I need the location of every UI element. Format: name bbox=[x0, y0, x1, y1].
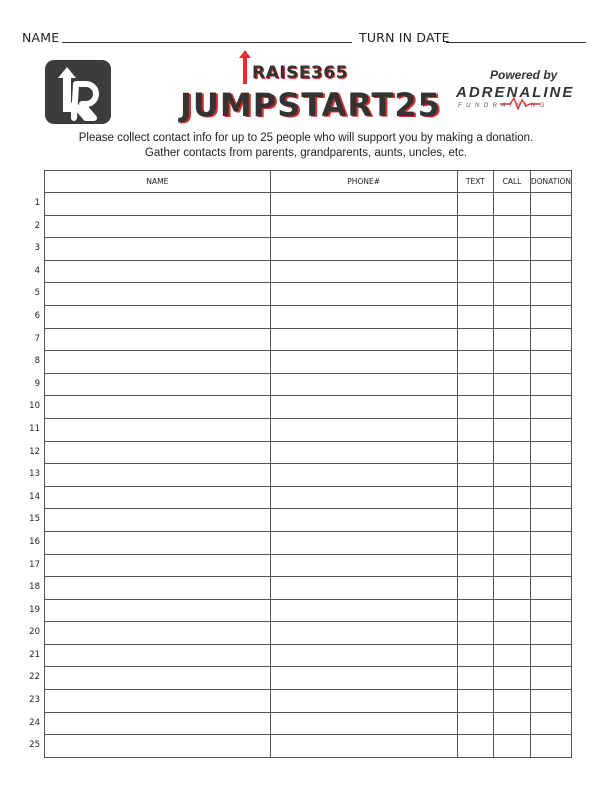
table-row bbox=[45, 644, 572, 667]
phone-cell[interactable] bbox=[270, 690, 457, 713]
call-checkbox-cell[interactable] bbox=[494, 509, 531, 532]
name-cell[interactable] bbox=[45, 622, 271, 645]
call-checkbox-cell[interactable] bbox=[494, 193, 531, 216]
text-checkbox-cell[interactable] bbox=[457, 441, 494, 464]
text-checkbox-cell[interactable] bbox=[457, 215, 494, 238]
name-cell[interactable] bbox=[45, 599, 271, 622]
phone-cell[interactable] bbox=[270, 373, 457, 396]
phone-cell[interactable] bbox=[270, 712, 457, 735]
turn-in-date-field[interactable] bbox=[446, 42, 586, 43]
name-cell[interactable] bbox=[45, 351, 271, 374]
table-row bbox=[45, 509, 572, 532]
row-number: 7 bbox=[34, 333, 40, 344]
call-checkbox-cell[interactable] bbox=[494, 554, 531, 577]
donation-cell[interactable] bbox=[530, 464, 571, 487]
row-number: 18 bbox=[29, 582, 40, 593]
donation-cell[interactable] bbox=[530, 328, 571, 351]
table-row bbox=[45, 283, 572, 306]
call-checkbox-cell[interactable] bbox=[494, 305, 531, 328]
header-fields bbox=[22, 30, 586, 46]
row-number: 16 bbox=[29, 536, 40, 547]
donation-cell[interactable] bbox=[530, 509, 571, 532]
table-row bbox=[45, 418, 572, 441]
table-row bbox=[45, 464, 572, 487]
phone-cell[interactable] bbox=[270, 215, 457, 238]
table-row bbox=[45, 373, 572, 396]
row-number: 3 bbox=[34, 243, 40, 254]
text-checkbox-cell[interactable] bbox=[457, 577, 494, 600]
name-cell[interactable] bbox=[45, 712, 271, 735]
name-cell[interactable] bbox=[45, 644, 271, 667]
call-checkbox-cell[interactable] bbox=[494, 577, 531, 600]
phone-cell[interactable] bbox=[270, 509, 457, 532]
donation-cell[interactable] bbox=[530, 599, 571, 622]
row-number: 11 bbox=[29, 423, 40, 434]
row-number: 2 bbox=[34, 220, 40, 231]
phone-cell[interactable] bbox=[270, 735, 457, 758]
row-number: 17 bbox=[29, 559, 40, 570]
text-checkbox-cell[interactable] bbox=[457, 644, 494, 667]
phone-cell[interactable] bbox=[270, 644, 457, 667]
call-checkbox-cell[interactable] bbox=[494, 215, 531, 238]
phone-cell[interactable] bbox=[270, 305, 457, 328]
row-number: 1 bbox=[34, 198, 40, 208]
table-row bbox=[45, 193, 572, 216]
name-field[interactable] bbox=[62, 42, 352, 43]
text-checkbox-cell[interactable] bbox=[457, 373, 494, 396]
donation-cell[interactable] bbox=[530, 373, 571, 396]
arrow-icon bbox=[238, 50, 252, 84]
text-checkbox-cell[interactable] bbox=[457, 509, 494, 532]
phone-cell[interactable] bbox=[270, 418, 457, 441]
campaign-title: JUMPSTART25 bbox=[180, 86, 441, 124]
call-checkbox-cell[interactable] bbox=[494, 238, 531, 261]
donation-cell[interactable] bbox=[530, 193, 571, 216]
text-checkbox-cell[interactable] bbox=[457, 531, 494, 554]
donation-cell[interactable] bbox=[530, 441, 571, 464]
text-checkbox-cell[interactable] bbox=[457, 305, 494, 328]
row-number: 23 bbox=[29, 695, 40, 706]
call-checkbox-cell[interactable] bbox=[494, 531, 531, 554]
phone-cell[interactable] bbox=[270, 396, 457, 419]
text-checkbox-cell[interactable] bbox=[457, 735, 494, 758]
row-number: 22 bbox=[29, 672, 40, 683]
call-checkbox-cell[interactable] bbox=[494, 464, 531, 487]
row-number: 21 bbox=[29, 649, 40, 660]
text-checkbox-cell[interactable] bbox=[457, 599, 494, 622]
call-checkbox-cell[interactable] bbox=[494, 396, 531, 419]
name-cell[interactable] bbox=[45, 396, 271, 419]
name-cell[interactable] bbox=[45, 486, 271, 509]
row-number: 15 bbox=[29, 514, 40, 525]
text-checkbox-cell[interactable] bbox=[457, 328, 494, 351]
table-row bbox=[45, 690, 572, 713]
donation-cell[interactable] bbox=[530, 690, 571, 713]
call-checkbox-cell[interactable] bbox=[494, 690, 531, 713]
brand-wordmark bbox=[238, 50, 368, 84]
donation-cell[interactable] bbox=[530, 215, 571, 238]
row-number: 25 bbox=[29, 740, 40, 751]
table-row bbox=[45, 577, 572, 600]
call-checkbox-cell[interactable] bbox=[494, 622, 531, 645]
donation-cell[interactable] bbox=[530, 396, 571, 419]
table-row bbox=[45, 622, 572, 645]
column-header-call: CALL bbox=[494, 171, 531, 193]
name-cell[interactable] bbox=[45, 690, 271, 713]
donation-cell[interactable] bbox=[530, 260, 571, 283]
phone-cell[interactable] bbox=[270, 238, 457, 261]
text-checkbox-cell[interactable] bbox=[457, 238, 494, 261]
name-cell[interactable] bbox=[45, 509, 271, 532]
phone-cell[interactable] bbox=[270, 599, 457, 622]
row-number: 5 bbox=[34, 288, 40, 299]
donation-cell[interactable] bbox=[530, 486, 571, 509]
phone-cell[interactable] bbox=[270, 622, 457, 645]
phone-cell[interactable] bbox=[270, 328, 457, 351]
row-number: 9 bbox=[34, 378, 40, 389]
donation-cell[interactable] bbox=[530, 351, 571, 374]
name-cell[interactable] bbox=[45, 305, 271, 328]
call-checkbox-cell[interactable] bbox=[494, 328, 531, 351]
text-checkbox-cell[interactable] bbox=[457, 351, 494, 374]
name-cell[interactable] bbox=[45, 215, 271, 238]
instructions bbox=[0, 131, 612, 161]
text-checkbox-cell[interactable] bbox=[457, 554, 494, 577]
name-cell[interactable] bbox=[45, 577, 271, 600]
powered-by-label: Powered by bbox=[490, 68, 558, 82]
instruction-line-1: Please collect contact info for up to 25 people who will support you by making a donation. bbox=[78, 132, 534, 144]
name-cell[interactable] bbox=[45, 464, 271, 487]
donation-cell[interactable] bbox=[530, 418, 571, 441]
donation-cell[interactable] bbox=[530, 577, 571, 600]
name-cell[interactable] bbox=[45, 735, 271, 758]
row-number: 13 bbox=[29, 469, 40, 480]
phone-cell[interactable] bbox=[270, 554, 457, 577]
text-checkbox-cell[interactable] bbox=[457, 283, 494, 306]
phone-cell[interactable] bbox=[270, 283, 457, 306]
row-number: 14 bbox=[29, 491, 40, 502]
row-number: 6 bbox=[34, 310, 40, 321]
contact-table bbox=[44, 170, 572, 758]
text-checkbox-cell[interactable] bbox=[457, 622, 494, 645]
phone-cell[interactable] bbox=[270, 577, 457, 600]
brand-name: RAISE365 bbox=[252, 63, 348, 83]
table-row bbox=[45, 215, 572, 238]
table-row bbox=[45, 599, 572, 622]
name-cell[interactable] bbox=[45, 328, 271, 351]
name-cell[interactable] bbox=[45, 238, 271, 261]
sponsor-tagline: FUNDRAISING bbox=[458, 103, 549, 109]
donation-cell[interactable] bbox=[530, 622, 571, 645]
donation-cell[interactable] bbox=[530, 712, 571, 735]
call-checkbox-cell[interactable] bbox=[494, 735, 531, 758]
phone-cell[interactable] bbox=[270, 531, 457, 554]
call-checkbox-cell[interactable] bbox=[494, 599, 531, 622]
donation-cell[interactable] bbox=[530, 554, 571, 577]
name-cell[interactable] bbox=[45, 554, 271, 577]
table-row bbox=[45, 396, 572, 419]
text-checkbox-cell[interactable] bbox=[457, 396, 494, 419]
call-checkbox-cell[interactable] bbox=[494, 441, 531, 464]
call-checkbox-cell[interactable] bbox=[494, 418, 531, 441]
table-row bbox=[45, 667, 572, 690]
call-checkbox-cell[interactable] bbox=[494, 351, 531, 374]
donation-cell[interactable] bbox=[530, 283, 571, 306]
name-cell[interactable] bbox=[45, 667, 271, 690]
text-checkbox-cell[interactable] bbox=[457, 193, 494, 216]
call-checkbox-cell[interactable] bbox=[494, 644, 531, 667]
table-row bbox=[45, 735, 572, 758]
text-checkbox-cell[interactable] bbox=[457, 690, 494, 713]
phone-cell[interactable] bbox=[270, 667, 457, 690]
donation-cell[interactable] bbox=[530, 238, 571, 261]
phone-cell[interactable] bbox=[270, 260, 457, 283]
row-numbers bbox=[22, 192, 40, 757]
name-cell[interactable] bbox=[45, 373, 271, 396]
column-header-phone: PHONE# bbox=[270, 171, 457, 193]
column-header-donation: DONATION bbox=[530, 171, 571, 193]
text-checkbox-cell[interactable] bbox=[457, 260, 494, 283]
turn-in-date-label: TURN IN DATE bbox=[359, 30, 450, 45]
name-cell[interactable] bbox=[45, 260, 271, 283]
table-row bbox=[45, 328, 572, 351]
table-row bbox=[45, 351, 572, 374]
name-cell[interactable] bbox=[45, 418, 271, 441]
table-row bbox=[45, 531, 572, 554]
donation-cell[interactable] bbox=[530, 735, 571, 758]
name-cell[interactable] bbox=[45, 531, 271, 554]
phone-cell[interactable] bbox=[270, 193, 457, 216]
table-header-row bbox=[45, 171, 572, 193]
donation-cell[interactable] bbox=[530, 644, 571, 667]
text-checkbox-cell[interactable] bbox=[457, 486, 494, 509]
row-number: 24 bbox=[29, 717, 40, 728]
call-checkbox-cell[interactable] bbox=[494, 373, 531, 396]
text-checkbox-cell[interactable] bbox=[457, 712, 494, 735]
name-cell[interactable] bbox=[45, 193, 271, 216]
text-checkbox-cell[interactable] bbox=[457, 418, 494, 441]
row-number: 19 bbox=[29, 604, 40, 615]
donation-cell[interactable] bbox=[530, 531, 571, 554]
name-cell[interactable] bbox=[45, 441, 271, 464]
call-checkbox-cell[interactable] bbox=[494, 283, 531, 306]
phone-cell[interactable] bbox=[270, 441, 457, 464]
donation-cell[interactable] bbox=[530, 305, 571, 328]
table-row bbox=[45, 554, 572, 577]
table-row bbox=[45, 238, 572, 261]
donation-cell[interactable] bbox=[530, 667, 571, 690]
call-checkbox-cell[interactable] bbox=[494, 667, 531, 690]
call-checkbox-cell[interactable] bbox=[494, 486, 531, 509]
table-row bbox=[45, 305, 572, 328]
call-checkbox-cell[interactable] bbox=[494, 260, 531, 283]
row-number: 4 bbox=[34, 265, 40, 276]
call-checkbox-cell[interactable] bbox=[494, 712, 531, 735]
column-header-text: TEXT bbox=[457, 171, 494, 193]
text-checkbox-cell[interactable] bbox=[457, 667, 494, 690]
instruction-line-2: Gather contacts from parents, grandparents, aunts, uncles, etc. bbox=[144, 147, 468, 159]
table-row bbox=[45, 712, 572, 735]
phone-cell[interactable] bbox=[270, 464, 457, 487]
table-row bbox=[45, 486, 572, 509]
row-number: 20 bbox=[29, 627, 40, 638]
raise365-logo-icon bbox=[45, 60, 111, 124]
table-row bbox=[45, 441, 572, 464]
table-row bbox=[45, 260, 572, 283]
text-checkbox-cell[interactable] bbox=[457, 464, 494, 487]
phone-cell[interactable] bbox=[270, 351, 457, 374]
name-label: NAME bbox=[22, 30, 60, 45]
row-number: 12 bbox=[29, 446, 40, 457]
phone-cell[interactable] bbox=[270, 486, 457, 509]
row-number: 10 bbox=[29, 401, 40, 412]
sponsor-name: ADRENALINE bbox=[456, 84, 575, 101]
name-cell[interactable] bbox=[45, 283, 271, 306]
row-number: 8 bbox=[34, 356, 40, 367]
column-header-name: NAME bbox=[45, 171, 271, 193]
